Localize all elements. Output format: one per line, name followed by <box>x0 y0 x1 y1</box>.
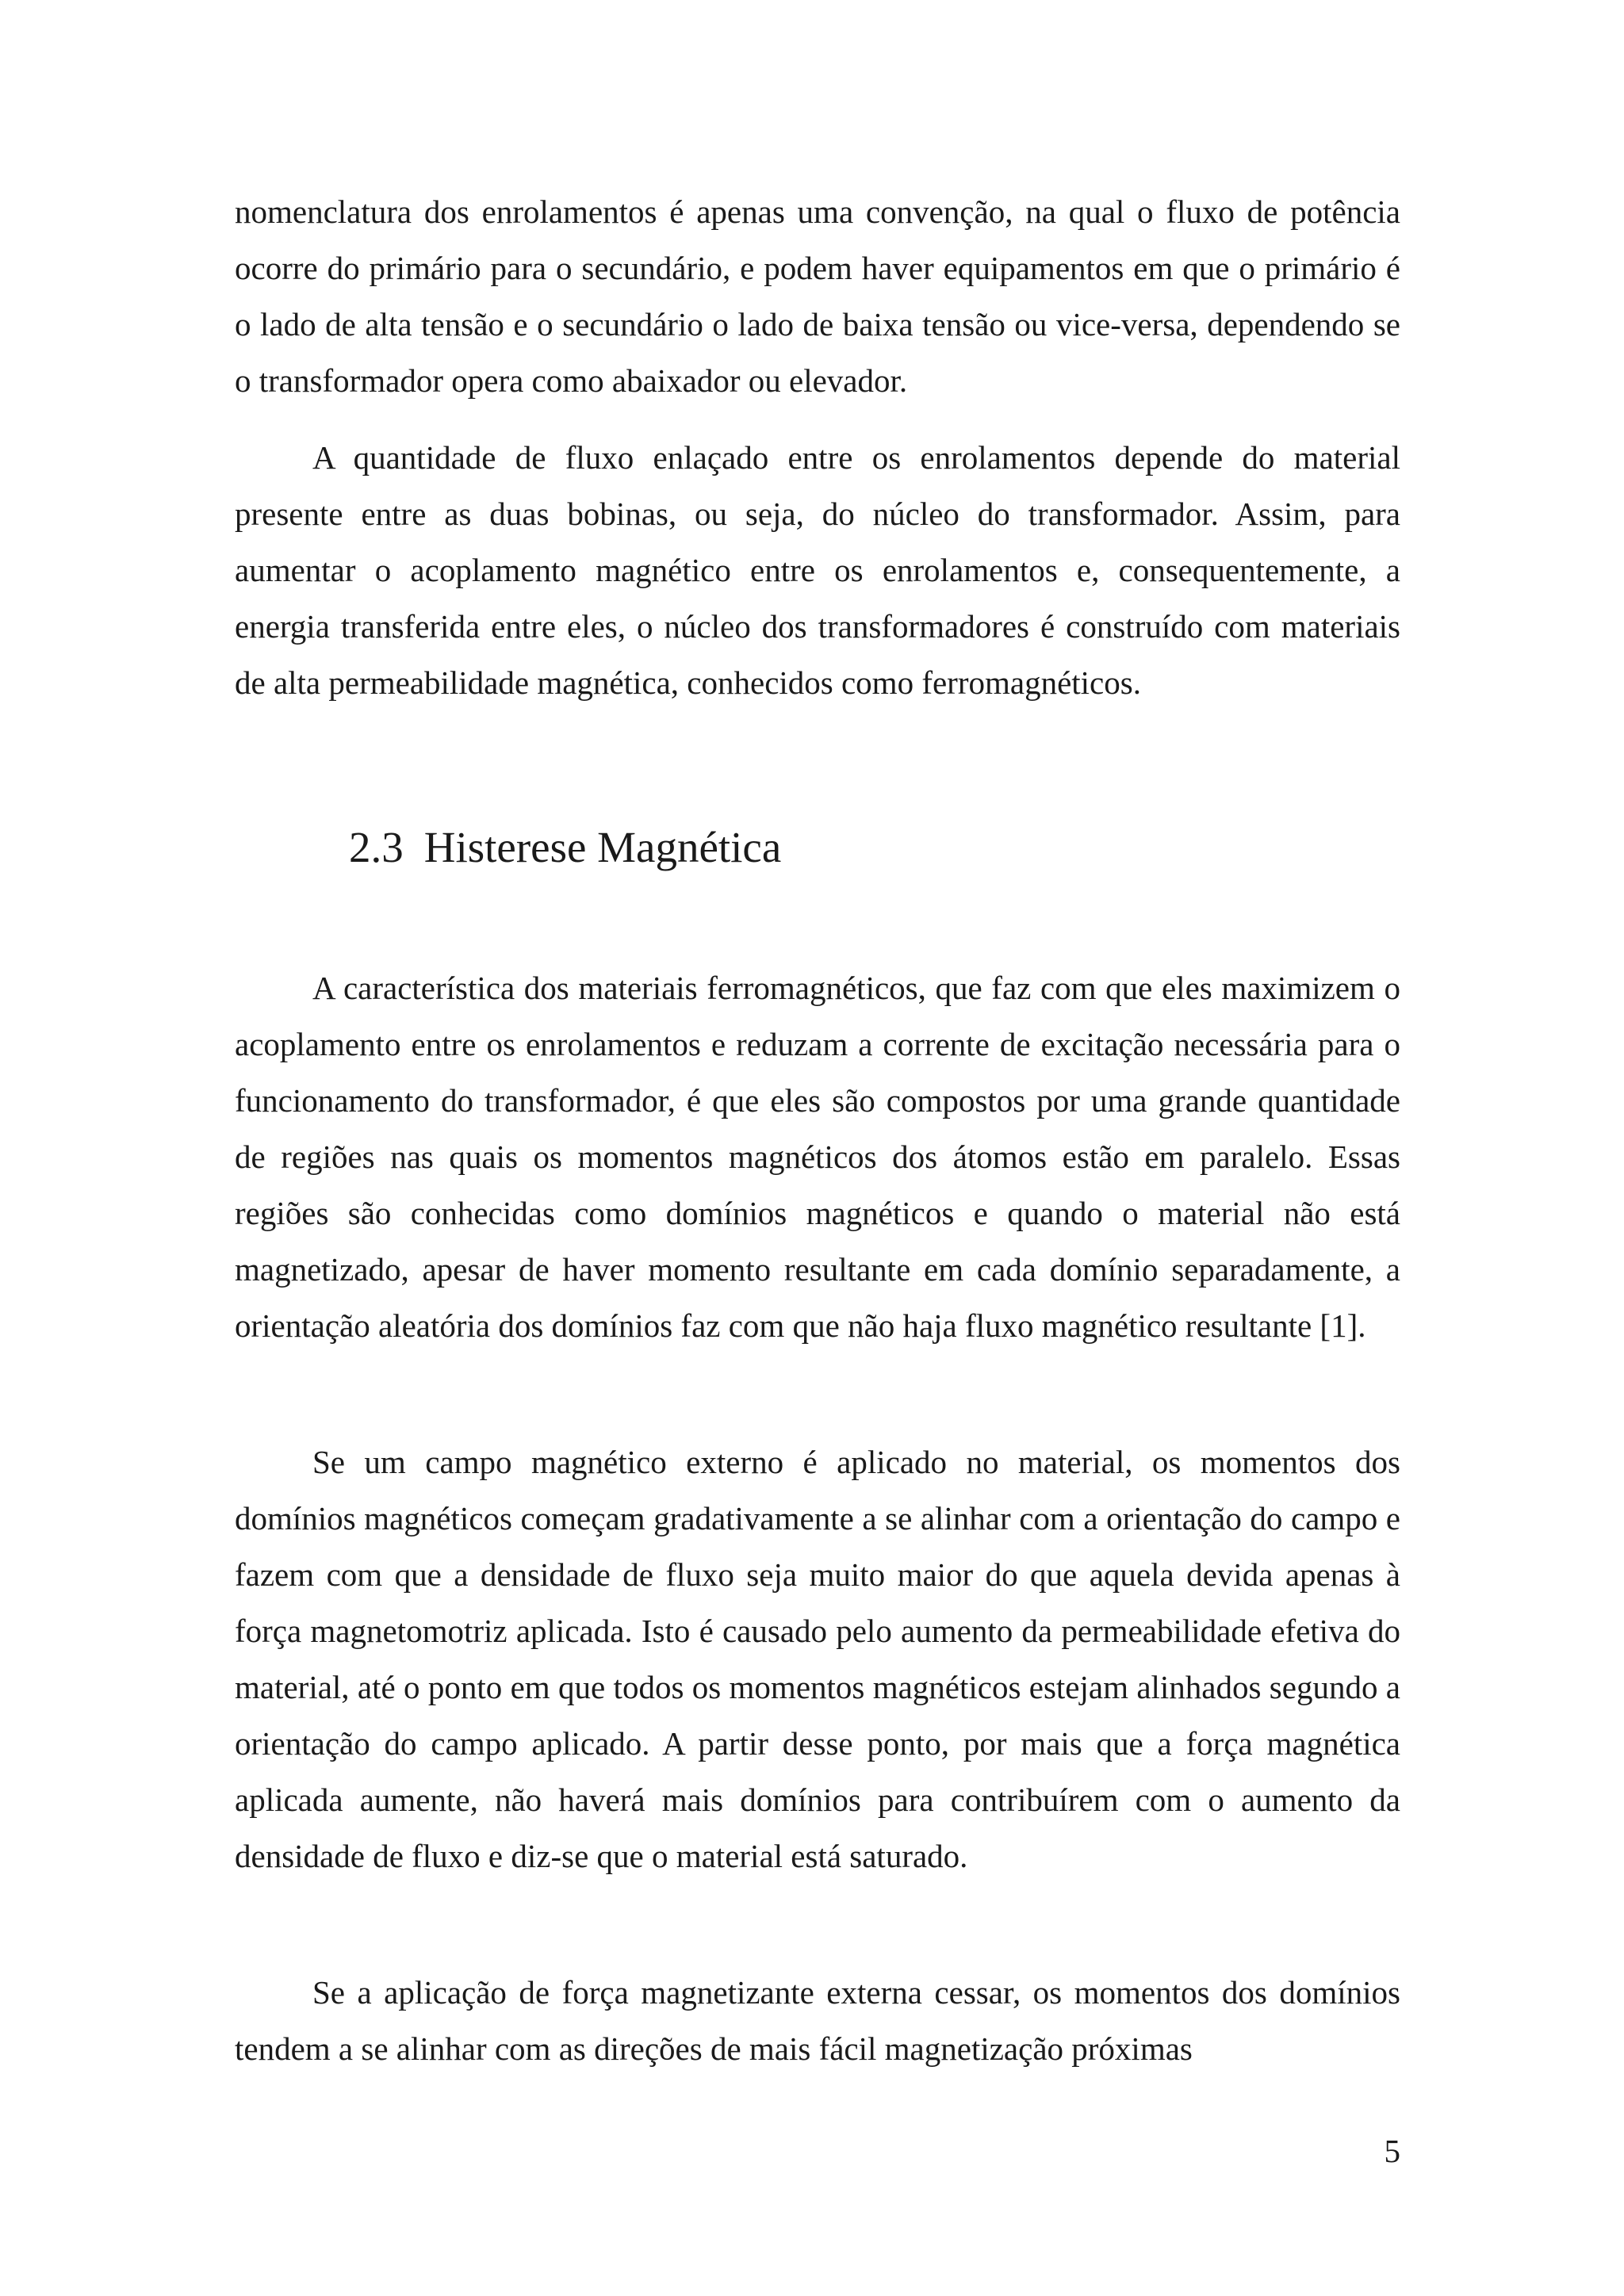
paragraph-flux-coupling: A quantidade de fluxo enlaçado entre os enrolamentos depende do material presente entre as duas bobinas, ou seja, do núcleo do transformador. Assim, para aumentar o acoplamento magnético entre os enrolamentos e, consequentemente, a energia transferida entre eles, o núcleo dos transformadores é construído com materiais de alta permeabilidade magnética, conhecidos como ferromagnéticos. <box>235 439 1400 701</box>
section-title-text: Histerese Magnética <box>423 823 782 871</box>
paragraph-force-removal: Se a aplicação de força magnetizante externa cessar, os momentos dos domínios tendem a se alinhar com as direções de mais fácil magnetização próximas <box>235 1974 1400 2067</box>
section-heading <box>349 820 781 875</box>
paragraph-ferromagnetic-domains: A característica dos materiais ferromagnéticos, que faz com que eles maximizem o acoplamento entre os enrolamentos e reduzam a corrente de excitação necessária para o funcionamento do transformador, é que eles são compostos por uma grande quantidade de regiões nas quais os momentos magnéticos dos átomos estão em paralelo. Essas regiões são conhecidas como domínios magnéticos e quando o material não está magnetizado, apesar de haver momento resultante em cada domínio separadamente, a orientação aleatória dos domínios faz com que não haja fluxo magnético resultante [1]. <box>235 970 1400 1344</box>
paragraph-continuation: nomenclatura dos enrolamentos é apenas uma convenção, na qual o fluxo de potência ocorre do primário para o secundário, e podem haver equipamentos em que o primário é o lado de alta tensão e o secundário o lado de baixa tensão ou vice-versa, dependendo se o transformador opera como abaixador ou elevador. <box>235 193 1400 399</box>
paragraph-external-field: Se um campo magnético externo é aplicado no material, os momentos dos domínios magnéticos começam gradativamente a se alinhar com a orientação do campo e fazem com que a densidade de fluxo seja muito maior do que aquela devida apenas à força magnetomotriz aplicada. Isto é causado pelo aumento da permeabilidade efetiva do material, até o ponto em que todos os momentos magnéticos estejam alinhados segundo a orientação do campo aplicado. A partir desse ponto, por mais que a força magnética aplicada aumente, não haverá mais domínios para contribuírem com o aumento da densidade de fluxo e diz-se que o material está saturado. <box>235 1444 1400 1874</box>
page-number: 5 <box>1384 2133 1400 2169</box>
section-number: 2.3 <box>349 823 404 871</box>
